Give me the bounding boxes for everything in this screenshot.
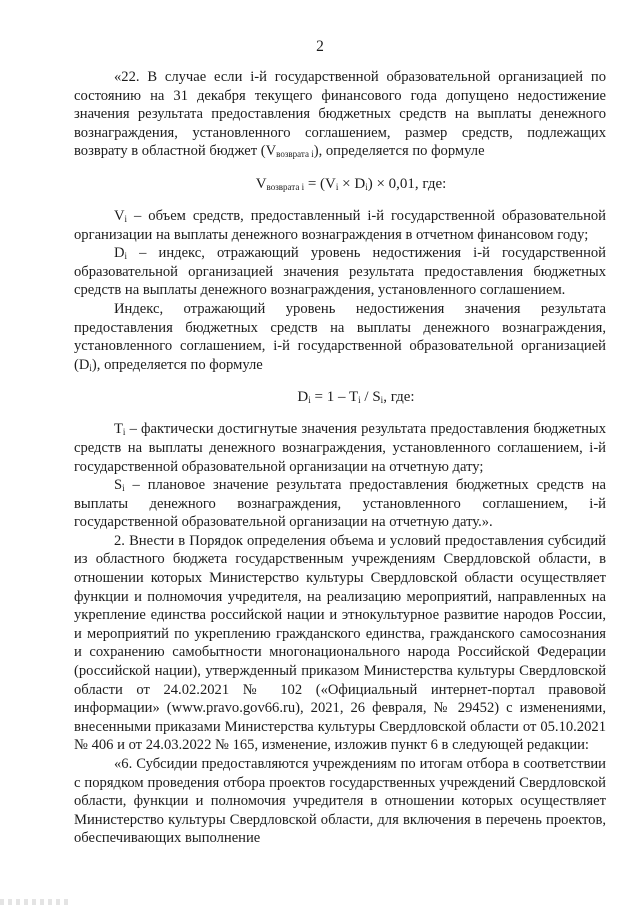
definition-t: $T_i$ – фактически достигнутые значения результата предоставления бюджетных средств на выплаты денежного вознаграждения, установленного соглашением, i-й государственной образовательной организации на отчетную дату; (74, 421, 606, 475)
paragraph-item-2: 2. Внести в Порядок определения объема и условий предоставления субсидий из областного бюджета государственным учреждениям Свердловской области, в отношении которых Министерство культуры Свердловской области осуществляет функции и полномочия учредителя, на реализацию мероприятий, направленных на укрепление единства российской нации и этнокультурное развитие народов России, и мероприятий по укреплению гражданского единства, гражданского самосознания и сохранению самобытности многонационального народа Российской Федерации (российской нации), утвержденный приказом Министерства культуры Свердловской области от 24.02.2021 № 102 («Официальный интернет-портал правовой информации» (www.pravo.gov66.ru), 2021, 26 февраля, № 29452) с изменениями, внесенными приказами Министерства культуры Свердловской области от 05.10.2021 № 406 и от 24.03.2022 № 165, изменение, изложив пункт 6 в следующей редакции: (74, 532, 606, 754)
formula-index: $D_i = 1 - T_i / S_i$, где: (297, 389, 415, 406)
paragraph-clause-22: «22. В случае если i-й государственной образовательной организацией по состоянию на 31 декабря текущего финансового года допущено недостижение значения результата предоставления бюджетных средств на выплаты денежного вознаграждения, установленного соглашением, размер средств, подлежащих возврату в областной бюджет $(V_{возврата i})$, определяется по формуле (74, 69, 606, 160)
definition-s: $S_i$ – плановое значение результата предоставления бюджетных средств на выплаты денежного вознаграждения, установленного соглашением, i-й государственной образовательной организации на отчетную дату.». (74, 477, 606, 531)
formula-refund-amount: $V_{возврата i} = (V_i \times D_i) \times 0,01$, где: (255, 175, 447, 192)
paragraph-clause-6: «6. Субсидии предоставляются учреждениям по итогам отбора в соответствии с порядком проведения отбора проектов государственных учреждений Свердловской области, функции и полномочия учредителя в отношении которых осуществляет Министерство культуры Свердловской области, для включения в перечень проектов, обеспечивающих выполнение (74, 756, 606, 847)
document-body (74, 68, 606, 848)
definition-d: $D_i$ – индекс, отражающий уровень недостижения i-й государственной образовательной организацией значения результата предоставления бюджетных средств на выплаты денежного вознаграждения, установленного соглашением. (74, 245, 606, 299)
definition-v: $V_i$ – объем средств, предоставленный i-й государственной образовательной организации на выплаты денежного вознаграждения в отчетном финансовом году; (74, 207, 606, 243)
scan-artifact (0, 899, 70, 905)
page-number: 2 (316, 38, 324, 55)
paragraph-index-intro: Индекс, отражающий уровень недостижения значения результата предоставления бюджетных средств на выплаты денежного вознаграждения, установленного соглашением, i-й государственной образовательной организацией $(D_i)$, определяется по формуле (74, 300, 606, 373)
